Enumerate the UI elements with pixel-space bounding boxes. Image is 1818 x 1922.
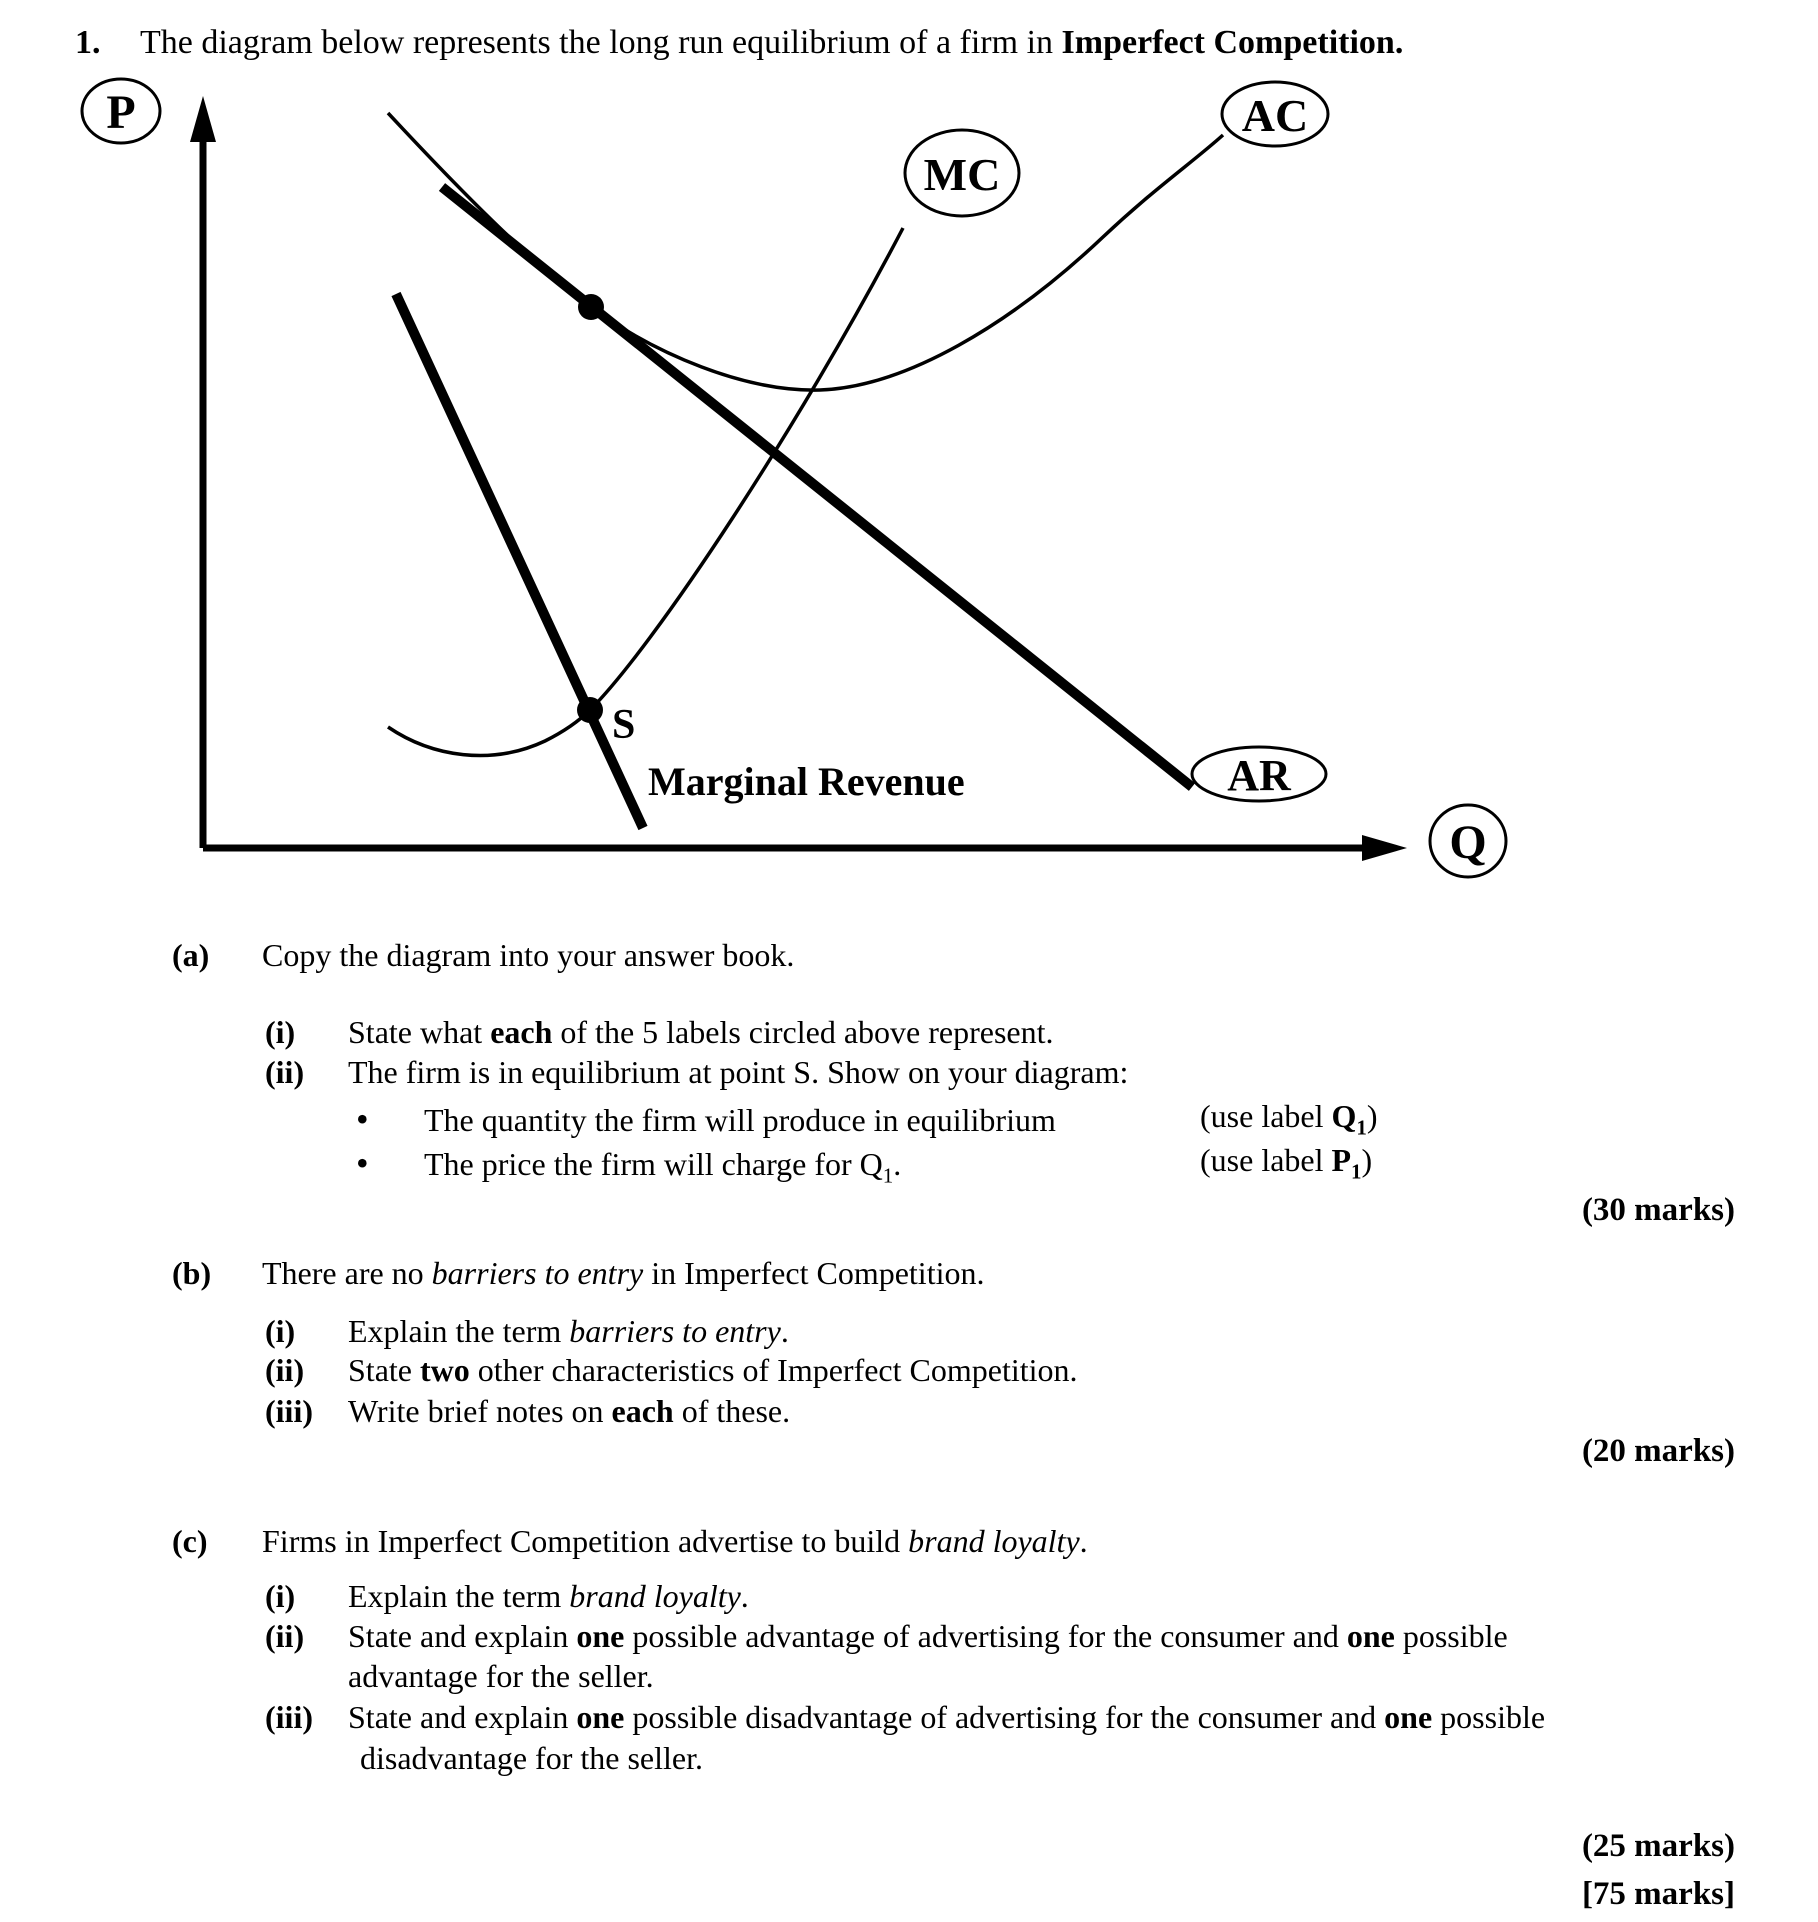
item-text: Write brief notes on: [348, 1393, 612, 1429]
item-text: .: [780, 1313, 789, 1349]
section-b-intro-text: There are no: [262, 1255, 432, 1291]
section-c-item-i: [265, 1576, 749, 1618]
use-label-symbol: P: [1331, 1142, 1352, 1178]
item-text: Explain the term: [348, 1578, 570, 1614]
section-c-item-ii-cont: [348, 1656, 654, 1698]
section-c-intro: [172, 1521, 1088, 1563]
marginal-revenue-label: Marginal Revenue: [648, 759, 965, 804]
section-c-label: (c): [172, 1523, 208, 1559]
item-text-italic: barriers to entry: [569, 1313, 781, 1349]
section-a-marks: (30 marks): [1581, 1192, 1735, 1228]
section-a-item-i: [265, 1012, 1054, 1054]
item-text-bold: each: [490, 1014, 553, 1050]
use-label-text: (use label: [1200, 1142, 1332, 1178]
item-text: other characteristics of Imperfect Competition.: [469, 1352, 1078, 1388]
item-label: (i): [265, 1578, 296, 1614]
equilibrium-diagram: [0, 0, 1818, 900]
use-label-text: ): [1366, 1098, 1378, 1134]
section-c-intro-text: .: [1079, 1523, 1088, 1559]
ar-curve-label: AR: [1227, 751, 1291, 800]
section-a-bullet-1: [356, 1096, 1378, 1143]
bullet-icon: •: [356, 1143, 369, 1183]
use-label-text: ): [1361, 1142, 1373, 1178]
item-label: (i): [265, 1313, 296, 1349]
item-text: of the 5 labels circled above represent.: [552, 1014, 1054, 1050]
section-a-label: (a): [172, 937, 210, 973]
section-a-intro: [172, 935, 794, 977]
bullet-icon: •: [356, 1099, 369, 1139]
q-axis-label: Q: [1449, 816, 1487, 869]
item-text-bold: one: [576, 1699, 625, 1735]
ac-curve-label: AC: [1241, 90, 1309, 141]
question-number-text: 1.: [75, 24, 101, 61]
item-text-bold: one: [1384, 1699, 1433, 1735]
item-label: (iii): [265, 1699, 313, 1735]
use-label-subscript: 1: [1351, 1159, 1362, 1184]
item-text-bold: one: [576, 1618, 625, 1654]
section-b-intro-text: in Imperfect Competition.: [643, 1255, 985, 1291]
use-label-p1: [1200, 1140, 1372, 1182]
section-b-item-ii: [265, 1350, 1078, 1392]
bullet-text: The quantity the firm will produce in equilibrium: [424, 1102, 1056, 1138]
use-label-subscript: 1: [1356, 1115, 1367, 1140]
use-label-symbol: Q: [1331, 1098, 1357, 1134]
section-c-item-iii: [265, 1697, 1545, 1739]
section-c-intro-text: Firms in Imperfect Competition advertise to build: [262, 1523, 909, 1559]
item-text: of these.: [673, 1393, 791, 1429]
ac-curve: [388, 113, 1223, 390]
p-axis-label: P: [106, 86, 136, 139]
item-text: disadvantage for the seller.: [360, 1740, 703, 1776]
item-label: (i): [265, 1014, 296, 1050]
use-label-q1: [1200, 1096, 1378, 1138]
item-text: possible: [1432, 1699, 1546, 1735]
item-text: .: [740, 1578, 749, 1614]
item-text-italic: brand loyalty: [569, 1578, 741, 1614]
item-text-bold: each: [611, 1393, 674, 1429]
item-label: (ii): [265, 1054, 305, 1090]
item-label: (ii): [265, 1618, 305, 1654]
section-c-intro-italic: brand loyalty: [908, 1523, 1080, 1559]
x-axis-arrowhead-icon: [1362, 835, 1407, 861]
bullet-text: .: [893, 1146, 902, 1182]
section-b-marks: (20 marks): [1581, 1433, 1735, 1469]
bullet-text-subscript: 1: [882, 1163, 894, 1188]
section-b-intro-italic: barriers to entry: [431, 1255, 644, 1291]
item-text: State and explain: [348, 1618, 577, 1654]
question-title-bold: Imperfect Competition.: [1061, 24, 1404, 61]
item-text: possible disadvantage of advertising for the consumer and: [624, 1699, 1385, 1735]
ar-line: [442, 187, 1192, 787]
point-s-dot: [577, 697, 603, 723]
item-text: The firm is in equilibrium at point S. Show on your diagram:: [348, 1054, 1129, 1090]
section-a-item-ii: [265, 1052, 1128, 1094]
mc-curve-label: MC: [923, 149, 1001, 200]
y-axis-arrowhead-icon: [190, 96, 216, 142]
item-label: (iii): [265, 1393, 313, 1429]
section-c-item-iii-cont: [360, 1738, 703, 1780]
bullet-text: The price the firm will charge for Q: [424, 1146, 883, 1182]
use-label-text: (use label: [1200, 1098, 1332, 1134]
section-a-intro-text: Copy the diagram into your answer book.: [262, 937, 795, 973]
item-text: State what: [348, 1014, 491, 1050]
tangency-point-dot: [578, 294, 604, 320]
section-b-item-iii: [265, 1391, 790, 1433]
total-marks: [75 marks]: [1581, 1876, 1735, 1912]
section-c-marks: (25 marks): [1581, 1828, 1735, 1864]
item-label: (ii): [265, 1352, 305, 1388]
item-text: State and explain: [348, 1699, 577, 1735]
item-text: possible advantage of advertising for the consumer and: [624, 1618, 1347, 1654]
section-b-label: (b): [172, 1255, 212, 1291]
item-text: advantage for the seller.: [348, 1658, 654, 1694]
point-s-label: S: [612, 702, 636, 748]
item-text-bold: two: [419, 1352, 470, 1388]
item-text: possible: [1394, 1618, 1508, 1654]
section-b-intro: [172, 1253, 984, 1295]
item-text: State: [348, 1352, 420, 1388]
question-title-regular: The diagram below represents the long run equilibrium of a firm in: [140, 24, 1062, 61]
section-c-item-ii: [265, 1616, 1508, 1658]
section-a-bullet-2: [356, 1140, 1373, 1188]
item-text-bold: one: [1346, 1618, 1395, 1654]
item-text: Explain the term: [348, 1313, 570, 1349]
section-b-item-i: [265, 1311, 789, 1353]
